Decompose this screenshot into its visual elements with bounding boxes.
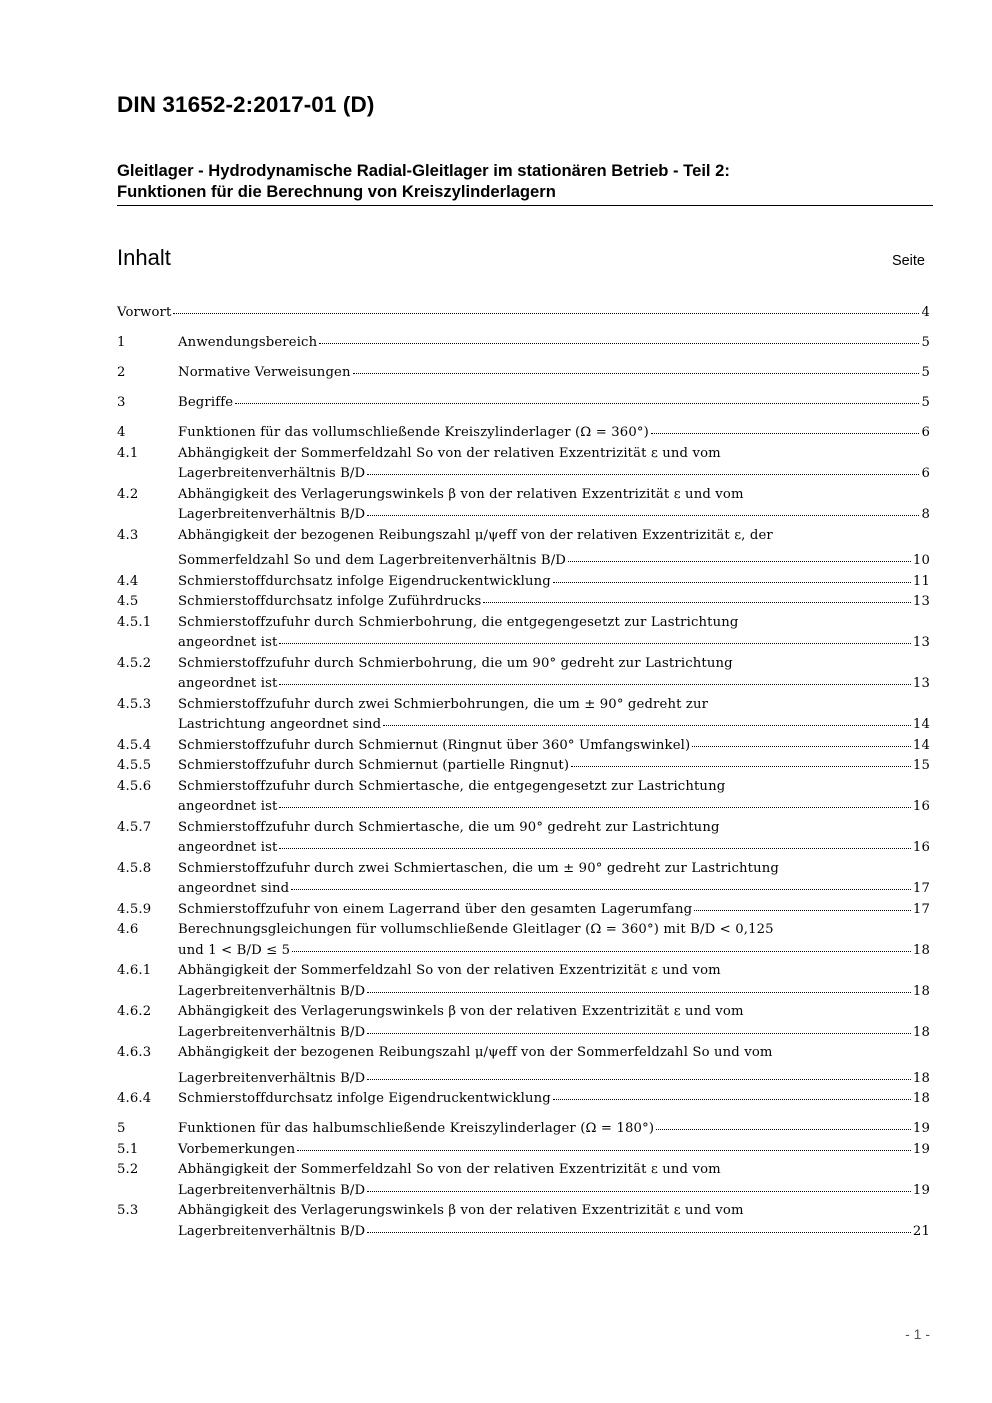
toc-entry-title: Funktionen für das halbumschließende Kreiszylinderlager (Ω = 180°) bbox=[178, 1121, 655, 1136]
toc-entry-number: 4.5.9 bbox=[117, 901, 152, 917]
toc-entry-line bbox=[178, 485, 930, 506]
toc-entry-number: 4 bbox=[117, 425, 126, 440]
toc-leader-dots bbox=[553, 570, 911, 583]
subtitle-line-2: Funktionen für die Berechnung von Kreiszylinderlagern bbox=[117, 182, 556, 201]
toc-entry-page: 13 bbox=[912, 594, 930, 609]
toc-entry-line bbox=[178, 961, 930, 982]
toc-entry-page: 17 bbox=[912, 881, 930, 896]
toc-entry-line bbox=[178, 900, 930, 921]
toc-entry-title: Schmierstoffzufuhr durch zwei Schmiertaschen, die um ± 90° gedreht zur Lastrichtung bbox=[178, 860, 779, 876]
toc-entry-body bbox=[178, 333, 930, 354]
toc-entry-body bbox=[178, 1043, 930, 1089]
toc-entry[interactable] bbox=[117, 961, 930, 1002]
toc-entry-line bbox=[178, 633, 930, 654]
toc-entry-title: angeordnet ist bbox=[178, 840, 278, 855]
toc-entry-line bbox=[178, 551, 930, 572]
toc-entry-title: Abhängigkeit der Sommerfeldzahl So von der relativen Exzentrizität ε und vom bbox=[178, 445, 721, 461]
toc-entry-body bbox=[178, 572, 930, 593]
toc-entry[interactable] bbox=[117, 363, 930, 384]
toc-entry-page: 16 bbox=[912, 840, 930, 855]
toc-entry-line bbox=[178, 592, 930, 613]
toc-leader-dots bbox=[279, 631, 910, 644]
table-of-contents bbox=[117, 303, 930, 1242]
toc-entry-title: und 1 < B/D ≤ 5 bbox=[178, 942, 291, 958]
toc-entry-line bbox=[117, 303, 930, 324]
toc-entry[interactable] bbox=[117, 1043, 930, 1089]
toc-entry-line bbox=[178, 654, 930, 675]
toc-entry-title: angeordnet sind bbox=[178, 881, 290, 896]
toc-entry[interactable] bbox=[117, 592, 930, 613]
toc-entry-page: 6 bbox=[921, 425, 930, 440]
toc-heading: Inhalt bbox=[117, 245, 171, 270]
toc-entry-line bbox=[178, 613, 930, 634]
toc-entry-title: Schmierstoffdurchsatz infolge Eigendruckentwicklung bbox=[178, 573, 551, 589]
toc-entry-page: 18 bbox=[912, 942, 930, 958]
toc-entry-title: Lagerbreitenverhältnis B/D bbox=[178, 1223, 366, 1239]
toc-entry-page: 4 bbox=[921, 305, 930, 320]
toc-entry-title: Sommerfeldzahl So und dem Lagerbreitenverhältnis B/D bbox=[178, 553, 567, 568]
toc-entry-body bbox=[178, 613, 930, 654]
toc-entry-number: 5.1 bbox=[117, 1141, 139, 1157]
toc-entry[interactable] bbox=[117, 423, 930, 444]
toc-entry-line bbox=[178, 1002, 930, 1023]
toc-entry-body bbox=[178, 1140, 930, 1161]
toc-entry-title: Normative Verweisungen bbox=[178, 365, 351, 380]
toc-entry-number: 4.1 bbox=[117, 445, 139, 461]
toc-entry-number: 4.5.6 bbox=[117, 778, 152, 794]
subtitle-line-1: Gleitlager - Hydrodynamische Radial-Gleitlager im stationären Betrieb - Teil 2: bbox=[117, 161, 730, 180]
toc-entry-page: 18 bbox=[912, 983, 930, 999]
toc-entry-page: 14 bbox=[912, 717, 930, 732]
toc-leader-dots bbox=[319, 331, 919, 344]
toc-entry-line bbox=[178, 941, 930, 962]
toc-entry-title: Abhängigkeit der bezogenen Reibungszahl μ/ψeff von der relativen Exzentrizität ε, der bbox=[178, 527, 773, 543]
toc-entry-body bbox=[178, 920, 930, 961]
toc-entry-body bbox=[178, 859, 930, 900]
toc-entry-body bbox=[178, 961, 930, 1002]
toc-entry-title: Abhängigkeit des Verlagerungswinkels β von der relativen Exzentrizität ε und vom bbox=[178, 1004, 744, 1019]
toc-entry-title: Schmierstoffzufuhr durch Schmiernut (partielle Ringnut) bbox=[178, 758, 570, 773]
toc-entry-line bbox=[178, 674, 930, 695]
toc-entry-number: 5.3 bbox=[117, 1203, 139, 1218]
toc-entry-page: 18 bbox=[912, 1091, 930, 1106]
toc-entry[interactable] bbox=[117, 695, 930, 736]
page-number-footer: - 1 - bbox=[905, 1326, 930, 1342]
toc-entry-line bbox=[178, 1222, 930, 1243]
toc-entry-title: Abhängigkeit des Verlagerungswinkels β von der relativen Exzentrizität ε und vom bbox=[178, 486, 744, 502]
toc-entry-body bbox=[178, 1160, 930, 1201]
toc-entry-line bbox=[178, 572, 930, 593]
toc-leader-dots bbox=[367, 1179, 911, 1192]
toc-entry-body bbox=[178, 592, 930, 613]
toc-entry[interactable] bbox=[117, 526, 930, 572]
toc-entry[interactable] bbox=[117, 1119, 930, 1140]
toc-entry-number: 2 bbox=[117, 365, 126, 380]
toc-entry-body bbox=[178, 485, 930, 526]
toc-entry-page: 19 bbox=[912, 1182, 930, 1198]
toc-entry-number: 4.5 bbox=[117, 594, 139, 609]
toc-entry-title: Schmierstoffzufuhr von einem Lagerrand über den gesamten Lagerumfang bbox=[178, 901, 693, 917]
toc-entry-number: 4.5.7 bbox=[117, 819, 152, 835]
toc-entry-title: Lagerbreitenverhältnis B/D bbox=[178, 466, 366, 481]
toc-entry[interactable] bbox=[117, 1201, 930, 1242]
toc-leader-dots bbox=[173, 301, 919, 314]
toc-leader-dots bbox=[291, 877, 911, 890]
toc-leader-dots bbox=[279, 795, 910, 808]
toc-entry[interactable] bbox=[117, 1089, 930, 1110]
toc-entry[interactable] bbox=[117, 613, 930, 654]
toc-entry-number: 5 bbox=[117, 1121, 126, 1136]
toc-entry-number: 4.6.4 bbox=[117, 1091, 152, 1106]
toc-entry-number: 4.5.2 bbox=[117, 655, 152, 671]
toc-entry-page: 21 bbox=[912, 1223, 930, 1239]
toc-entry-line bbox=[178, 756, 930, 777]
toc-entry[interactable] bbox=[117, 736, 930, 757]
toc-entry-line bbox=[178, 393, 930, 414]
toc-entry-body bbox=[178, 1201, 930, 1242]
toc-entry-title: Abhängigkeit der bezogenen Reibungszahl μ/ψeff von der Sommerfeldzahl So und vom bbox=[178, 1045, 773, 1060]
toc-leader-dots bbox=[651, 421, 920, 434]
toc-entry-number: 4.6 bbox=[117, 922, 139, 937]
toc-entry-line bbox=[178, 333, 930, 354]
toc-entry-title: Berechnungsgleichungen für vollumschließende Gleitlager (Ω = 360°) mit B/D < 0,125 bbox=[178, 922, 774, 937]
toc-leader-dots bbox=[353, 361, 920, 374]
toc-entry-line bbox=[178, 505, 930, 526]
toc-leader-dots bbox=[553, 1087, 911, 1100]
toc-entry-line bbox=[178, 695, 930, 716]
document-subtitle bbox=[117, 160, 933, 206]
toc-entry-title: Schmierstoffzufuhr durch Schmiertasche, die entgegengesetzt zur Lastrichtung bbox=[178, 778, 726, 794]
toc-entry-body bbox=[178, 756, 930, 777]
toc-leader-dots bbox=[383, 713, 911, 726]
toc-entry[interactable] bbox=[117, 818, 930, 859]
toc-entry-number: 3 bbox=[117, 395, 126, 410]
toc-leader-dots bbox=[279, 672, 910, 685]
toc-leader-dots bbox=[367, 1067, 911, 1080]
toc-entry-line bbox=[178, 982, 930, 1003]
page-column-label: Seite bbox=[891, 253, 925, 269]
toc-entry-title: Lagerbreitenverhältnis B/D bbox=[178, 983, 366, 999]
toc-entry-title: Schmierstoffzufuhr durch Schmiertasche, die um 90° gedreht zur Lastrichtung bbox=[178, 819, 720, 835]
toc-entry-body bbox=[178, 900, 930, 921]
toc-entry-title: Schmierstoffzufuhr durch Schmiernut (Ringnut über 360° Umfangswinkel) bbox=[178, 737, 691, 753]
toc-entry-number: 4.5.1 bbox=[117, 614, 152, 630]
toc-entry-page: 11 bbox=[912, 573, 930, 589]
toc-entry-body bbox=[178, 736, 930, 757]
toc-leader-dots bbox=[367, 462, 919, 475]
toc-entry-body bbox=[178, 777, 930, 818]
toc-entry[interactable] bbox=[117, 1002, 930, 1043]
toc-entry-line bbox=[178, 715, 930, 736]
toc-leader-dots bbox=[367, 980, 911, 993]
toc-entry-number: 4.5.8 bbox=[117, 860, 152, 876]
toc-entry-number: 4.5.3 bbox=[117, 696, 152, 712]
toc-entry-line bbox=[178, 1160, 930, 1181]
toc-entry-title: Abhängigkeit des Verlagerungswinkels β von der relativen Exzentrizität ε und vom bbox=[178, 1203, 744, 1218]
toc-entry-title: Abhängigkeit der Sommerfeldzahl So von der relativen Exzentrizität ε und vom bbox=[178, 963, 721, 978]
toc-entry-line bbox=[178, 1119, 930, 1140]
toc-leader-dots bbox=[367, 1220, 911, 1233]
toc-entry-title: Vorwort bbox=[117, 305, 172, 320]
toc-leader-dots bbox=[571, 754, 911, 767]
toc-entry-page: 13 bbox=[912, 635, 930, 650]
toc-entry-page: 19 bbox=[912, 1121, 930, 1136]
toc-entry-body bbox=[178, 423, 930, 444]
toc-entry-page: 15 bbox=[912, 758, 930, 773]
toc-entry-title: Vorbemerkungen bbox=[178, 1141, 296, 1157]
toc-entry-body bbox=[178, 393, 930, 414]
toc-entry-number: 5.2 bbox=[117, 1162, 139, 1177]
toc-entry-body bbox=[178, 654, 930, 695]
toc-leader-dots bbox=[483, 590, 911, 603]
toc-entry-line bbox=[178, 736, 930, 757]
toc-entry[interactable] bbox=[117, 485, 930, 526]
toc-entry[interactable] bbox=[117, 333, 930, 354]
toc-entry-line bbox=[178, 818, 930, 839]
toc-entry[interactable] bbox=[117, 444, 930, 485]
toc-entry-body bbox=[178, 695, 930, 736]
toc-entry-line bbox=[178, 777, 930, 798]
toc-entry-page: 17 bbox=[912, 901, 930, 917]
toc-leader-dots bbox=[235, 391, 919, 404]
toc-entry-title: angeordnet ist bbox=[178, 799, 278, 814]
document-title: DIN 31652-2:2017-01 (D) bbox=[117, 92, 375, 117]
toc-leader-dots bbox=[692, 734, 911, 747]
toc-entry-page: 16 bbox=[912, 799, 930, 814]
toc-entry[interactable] bbox=[117, 920, 930, 961]
toc-entry-number: 1 bbox=[117, 335, 126, 350]
toc-entry-title: Schmierstoffzufuhr durch Schmierbohrung, die entgegengesetzt zur Lastrichtung bbox=[178, 614, 739, 630]
toc-entry[interactable] bbox=[117, 393, 930, 414]
toc-entry-number: 4.2 bbox=[117, 486, 139, 502]
toc-entry-line bbox=[178, 879, 930, 900]
toc-entry-number: 4.6.3 bbox=[117, 1045, 152, 1060]
toc-entry-number: 4.3 bbox=[117, 527, 139, 543]
toc-entry-title: Lagerbreitenverhältnis B/D bbox=[178, 1182, 366, 1198]
toc-entry-line bbox=[178, 838, 930, 859]
toc-entry-title: Lagerbreitenverhältnis B/D bbox=[178, 1070, 366, 1086]
toc-entry-page: 18 bbox=[912, 1024, 930, 1040]
toc-entry-line bbox=[178, 1140, 930, 1161]
toc-entry-line bbox=[178, 363, 930, 384]
toc-entry-title: Begriffe bbox=[178, 395, 234, 410]
toc-entry-body bbox=[178, 363, 930, 384]
toc-entry-line bbox=[178, 1201, 930, 1222]
toc-entry[interactable] bbox=[117, 859, 930, 900]
toc-entry-line bbox=[178, 1043, 930, 1064]
toc-entry[interactable] bbox=[117, 572, 930, 593]
toc-entry-body bbox=[178, 526, 930, 572]
toc-entry-page: 19 bbox=[912, 1141, 930, 1157]
toc-entry[interactable] bbox=[117, 900, 930, 921]
toc-entry-line bbox=[178, 444, 930, 465]
toc-leader-dots bbox=[367, 1021, 911, 1034]
toc-entry[interactable] bbox=[117, 303, 930, 324]
toc-entry-line bbox=[178, 1023, 930, 1044]
toc-entry-page: 5 bbox=[921, 365, 930, 380]
toc-leader-dots bbox=[367, 503, 919, 516]
toc-entry-line bbox=[178, 797, 930, 818]
toc-entry-title: Funktionen für das vollumschließende Kreiszylinderlager (Ω = 360°) bbox=[178, 425, 649, 440]
toc-entry-title: Schmierstoffdurchsatz infolge Zuführdrucks bbox=[178, 594, 482, 609]
toc-entry[interactable] bbox=[117, 756, 930, 777]
toc-entry-number: 4.6.2 bbox=[117, 1004, 152, 1019]
toc-entry-number: 4.5.5 bbox=[117, 758, 152, 773]
toc-entry-title: angeordnet ist bbox=[178, 676, 278, 691]
toc-entry-body bbox=[178, 444, 930, 485]
toc-entry-page: 5 bbox=[921, 335, 930, 350]
toc-entry-title: Lastrichtung angeordnet sind bbox=[178, 717, 382, 732]
toc-entry-page: 18 bbox=[912, 1070, 930, 1086]
toc-leader-dots bbox=[279, 836, 910, 849]
toc-entry[interactable] bbox=[117, 1140, 930, 1161]
toc-entry-line bbox=[178, 423, 930, 444]
toc-entry-title: Schmierstoffdurchsatz infolge Eigendruckentwicklung bbox=[178, 1091, 551, 1106]
toc-entry-page: 8 bbox=[921, 507, 930, 522]
toc-entry-line bbox=[178, 920, 930, 941]
toc-entry-title: Abhängigkeit der Sommerfeldzahl So von der relativen Exzentrizität ε und vom bbox=[178, 1162, 721, 1177]
toc-entry-page: 6 bbox=[921, 466, 930, 481]
toc-entry[interactable] bbox=[117, 654, 930, 695]
toc-entry-body bbox=[178, 818, 930, 859]
toc-entry-line bbox=[178, 464, 930, 485]
toc-entry-line bbox=[178, 526, 930, 547]
toc-leader-dots bbox=[568, 549, 911, 562]
toc-entry-line bbox=[178, 1181, 930, 1202]
toc-entry-number: 4.5.4 bbox=[117, 737, 152, 753]
toc-entry-title: angeordnet ist bbox=[178, 635, 278, 650]
toc-entry-line bbox=[178, 1089, 930, 1110]
toc-entry-body bbox=[117, 303, 930, 324]
toc-entry-body bbox=[178, 1089, 930, 1110]
toc-entry-title: Schmierstoffzufuhr durch zwei Schmierbohrungen, die um ± 90° gedreht zur bbox=[178, 696, 709, 712]
toc-entry-line bbox=[178, 1069, 930, 1090]
toc-entry-title: Anwendungsbereich bbox=[178, 335, 318, 350]
toc-entry-page: 13 bbox=[912, 676, 930, 691]
toc-leader-dots bbox=[694, 898, 911, 911]
toc-entry-body bbox=[178, 1002, 930, 1043]
toc-entry-body bbox=[178, 1119, 930, 1140]
toc-entry[interactable] bbox=[117, 777, 930, 818]
toc-entry[interactable] bbox=[117, 1160, 930, 1201]
toc-leader-dots bbox=[656, 1117, 911, 1130]
toc-entry-page: 5 bbox=[921, 395, 930, 410]
toc-entry-title: Schmierstoffzufuhr durch Schmierbohrung, die um 90° gedreht zur Lastrichtung bbox=[178, 655, 733, 671]
toc-entry-title: Lagerbreitenverhältnis B/D bbox=[178, 1024, 366, 1040]
toc-entry-number: 4.6.1 bbox=[117, 963, 152, 978]
toc-entry-number: 4.4 bbox=[117, 573, 139, 589]
toc-entry-title: Lagerbreitenverhältnis B/D bbox=[178, 507, 366, 522]
toc-entry-page: 14 bbox=[912, 737, 930, 753]
toc-entry-page: 10 bbox=[912, 553, 930, 568]
toc-entry-line bbox=[178, 859, 930, 880]
toc-leader-dots bbox=[297, 1138, 911, 1151]
toc-leader-dots bbox=[292, 939, 911, 952]
